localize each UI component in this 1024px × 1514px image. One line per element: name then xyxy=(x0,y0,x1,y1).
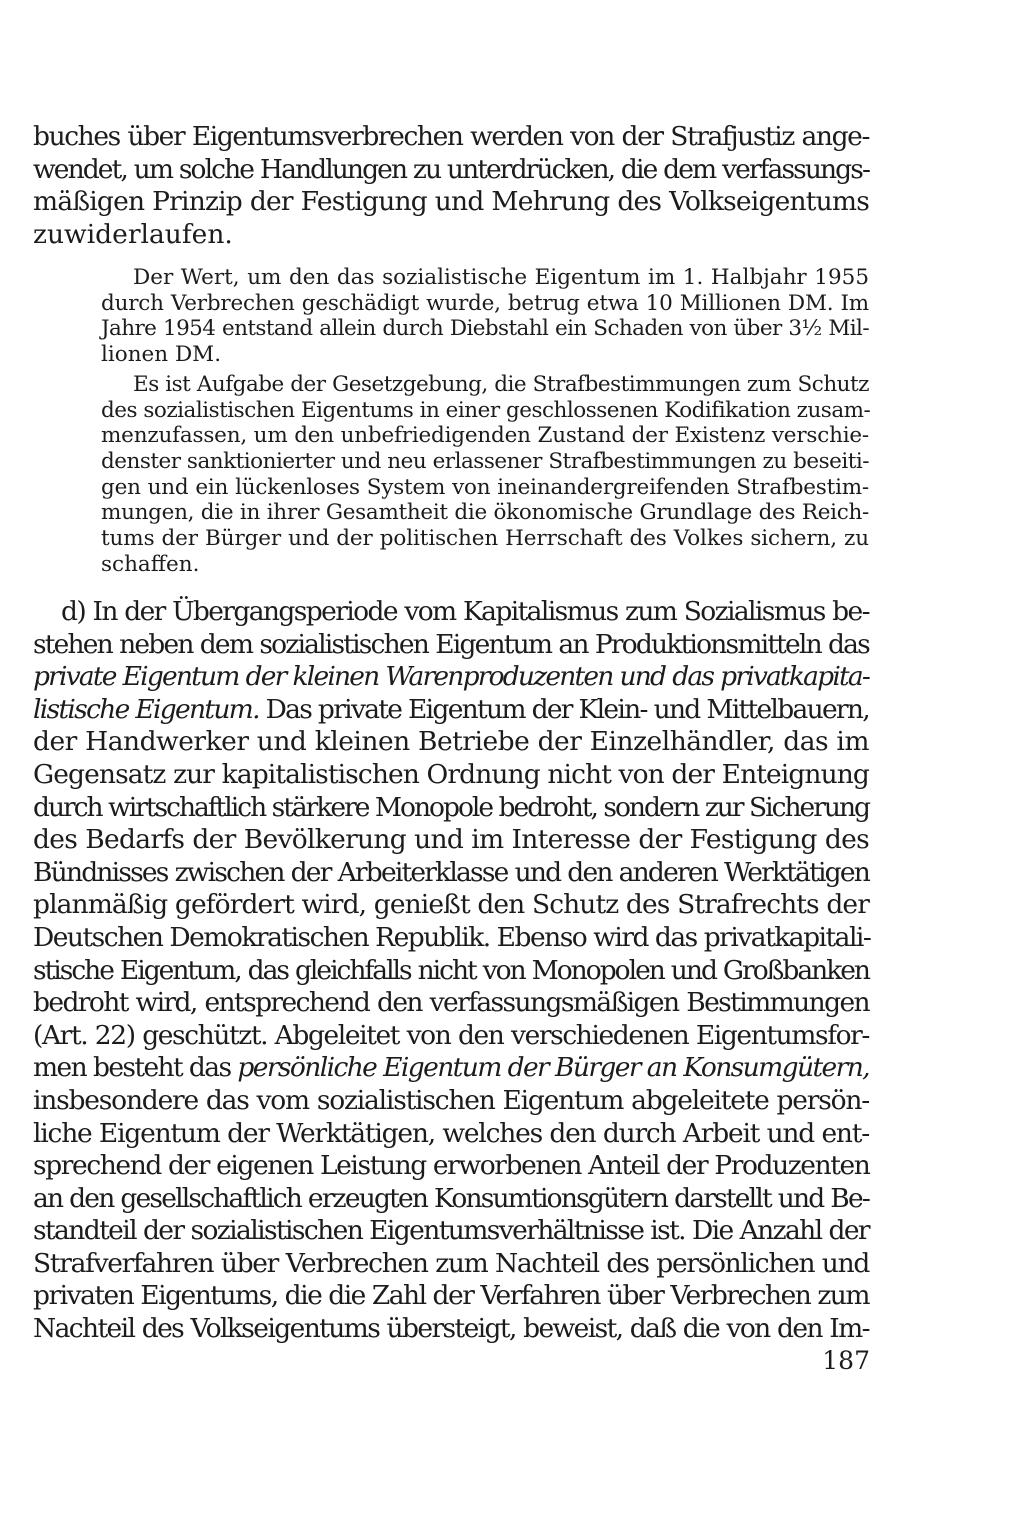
text-line: wendet, um solche Handlungen zu unterdrücken, die dem verfassungs- xyxy=(33,153,869,185)
text-line: mungen, die in ihrer Gesamtheit die ökonomische Grundlage des Reich- xyxy=(101,500,869,526)
text-line: durch Verbrechen geschädigt wurde, betrug etwa 10 Millionen DM. Im xyxy=(101,290,869,316)
text-line xyxy=(33,694,869,727)
text-line: menzufassen, um den unbefriedigenden Zustand der Existenz verschie- xyxy=(101,423,869,449)
top-paragraph xyxy=(33,121,869,251)
text-line: zuwiderlaufen. xyxy=(33,218,233,250)
text-line: des Bedarfs der Bevölkerung und im Interesse der Festigung des xyxy=(33,824,869,856)
text-line: buches über Eigentumsverbrechen werden von der Strafjustiz ange- xyxy=(33,121,869,152)
text-run: Das private Eigentum der Klein- und Mittelbauern, xyxy=(258,693,869,725)
text-line: Der Wert, um den das sozialistische Eigentum im 1. Halbjahr 1955 xyxy=(133,265,869,290)
text-line: stehen neben dem sozialistischen Eigentum an Produktionsmitteln das xyxy=(33,628,869,660)
text-line: standteil der sozialistischen Eigentumsverhältnisse ist. Die Anzahl der xyxy=(33,1215,869,1247)
small-print-note-statistics xyxy=(101,265,869,368)
text-line: Jahre 1954 entstand allein durch Diebstahl ein Schaden von über 3½ Mil- xyxy=(101,316,869,342)
text-line: durch wirtschaftlich stärkere Monopole bedroht, sondern zur Sicherung xyxy=(33,791,869,823)
text-line: Deutschen Demokratischen Republik. Ebenso wird das privatkapitali- xyxy=(33,921,871,953)
text-line: schaffen. xyxy=(101,551,200,577)
italic-phrase: listische Eigentum. xyxy=(33,693,259,725)
text-line: planmäßig gefördert wird, genießt den Schutz des Strafrechts der xyxy=(33,889,869,921)
text-line: privaten Eigentums, die die Zahl der Verfahren über Verbrechen zum xyxy=(33,1280,869,1312)
text-line: insbesondere das vom sozialistischen Eigentum abgeleitete persön- xyxy=(33,1084,869,1116)
text-line: mäßigen Prinzip der Festigung und Mehrung des Volkseigentums xyxy=(33,186,869,218)
text-line xyxy=(33,1052,869,1085)
text-line: Strafverfahren über Verbrechen zum Nachteil des persönlichen und xyxy=(33,1247,869,1279)
text-line: d) In der Übergangsperiode vom Kapitalismus zum Sozialismus be- xyxy=(61,596,869,627)
text-run: men besteht das xyxy=(33,1052,238,1084)
text-line: Gegensatz zur kapitalistischen Ordnung nicht von der Enteignung xyxy=(33,758,869,790)
text-line: liche Eigentum der Werktätigen, welches den durch Arbeit und ent- xyxy=(33,1117,869,1149)
text-line: gen und ein lückenloses System von ineinandergreifenden Strafbestim- xyxy=(101,474,869,500)
italic-phrase: persönliche Eigentum der Bürger an Konsumgütern, xyxy=(237,1052,869,1084)
text-line: denster sanktionierter und neu erlassener Strafbestimmungen zu beseiti- xyxy=(101,449,869,475)
text-line: Es ist Aufgabe der Gesetzgebung, die Strafbestimmungen zum Schutz xyxy=(133,372,869,397)
text-line: tums der Bürger und der politischen Herrschaft des Volkes sichern, zu xyxy=(101,526,869,552)
text-line: des sozialistischen Eigentums in einer geschlossenen Kodifikation zusam- xyxy=(101,397,871,423)
text-line: sprechend der eigenen Leistung erworbenen Anteil der Produzenten xyxy=(33,1150,870,1182)
small-print-note-legislation xyxy=(101,372,869,578)
text-line: Nachteil des Volkseigentums übersteigt, beweist, daß die von den Im- xyxy=(33,1313,869,1345)
page-number: 187 xyxy=(822,1346,870,1375)
text-line: (Art. 22) geschützt. Abgeleitet von den verschiedenen Eigentumsfor- xyxy=(33,1019,869,1051)
italic-text-line: private Eigentum der kleinen Warenproduzenten und das privatkapita- xyxy=(33,661,869,693)
text-line: an den gesellschaftlich erzeugten Konsumtionsgütern darstellt und Be- xyxy=(33,1182,869,1214)
text-line: Bündnisses zwischen der Arbeiterklasse und den anderen Werktätigen xyxy=(33,856,869,888)
text-line: bedroht wird, entsprechend den verfassungsmäßigen Bestimmungen xyxy=(33,987,869,1019)
text-line: lionen DM. xyxy=(101,342,222,368)
paragraph-d xyxy=(33,596,869,1346)
text-line: der Handwerker und kleinen Betriebe der Einzelhändler, das im xyxy=(33,726,869,758)
text-line: stische Eigentum, das gleichfalls nicht von Monopolen und Großbanken xyxy=(33,954,869,986)
